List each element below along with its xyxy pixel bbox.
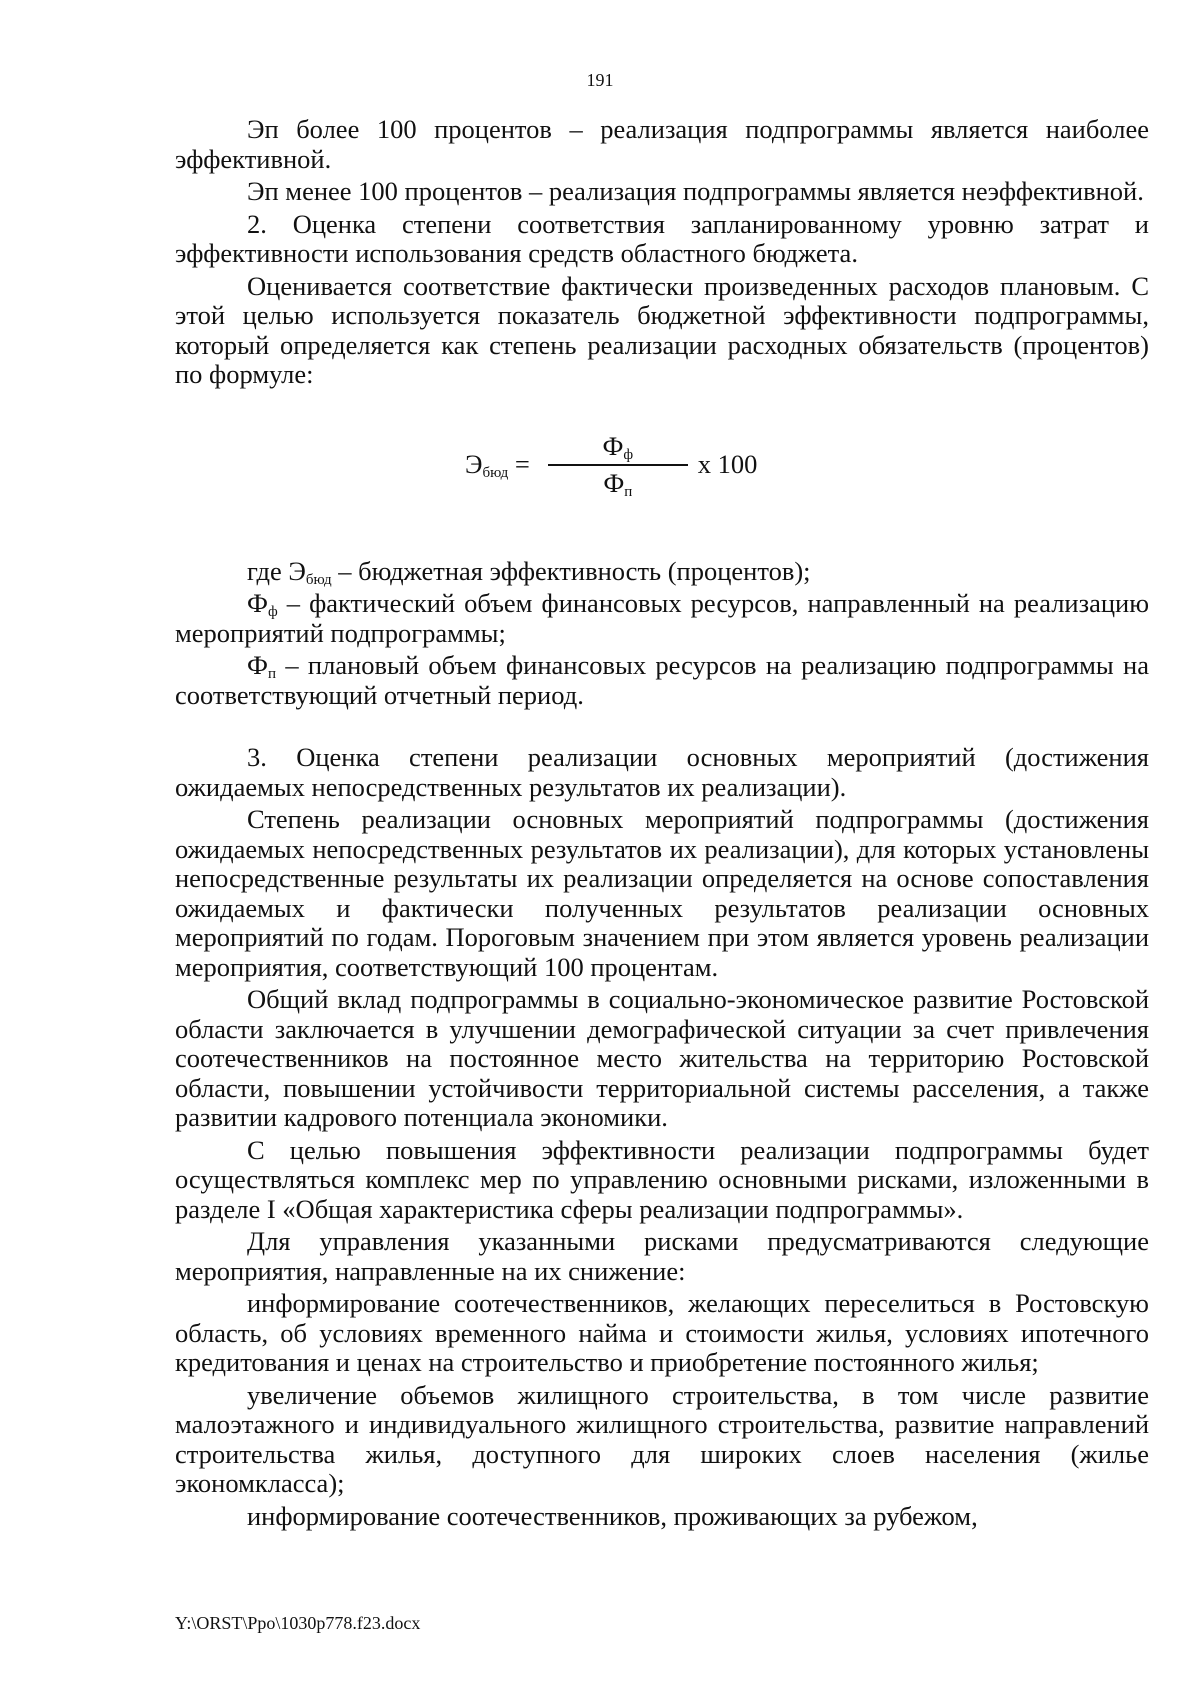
paragraph: 3. Оценка степени реализации основных мероприятий (достижения ожидаемых непосредственных результатов их реализации). [175, 742, 1149, 802]
definition-planned-volume: $Ф_п$ – плановый объем финансовых ресурсов на реализацию подпрограммы на соответствующий отчетный период. [175, 650, 1149, 710]
formula-fraction [548, 432, 688, 499]
paragraph: Оценивается соответствие фактически произведенных расходов плановым. С этой целью используется показатель бюджетной эффективности подпрограммы, который определяется как степень реализации расходных обязательств (процентов) по формуле: [175, 270, 1149, 389]
formula-denominator: $Ф_п$ [603, 468, 633, 500]
formula-numerator: $Ф_ф$ [602, 430, 634, 463]
paragraph: С целью повышения эффективности реализации подпрограммы будет осуществляться комплекс мер по управлению основными рисками, изложенными в разделе I «Общая характеристика сферы реализации подпрограммы». [175, 1134, 1149, 1224]
definition-budget-efficiency: где $Э_{бюд}$ – бюджетная эффективность (процентов); [247, 555, 811, 588]
list-item: информирование соотечественников, проживающих за рубежом, [247, 1500, 978, 1531]
formula-lhs: $Э_{бюд}$ = [465, 449, 530, 482]
paragraph: Общий вклад подпрограммы в социально-экономическое развитие Ростовской области заключается в улучшении демографической ситуации за счет привлечения соотечественников на постоянное место жительства на территорию Ростовской области, повышении устойчивости территориальной системы расселения, а также развитии кадрового потенциала экономики. [175, 984, 1149, 1132]
paragraph: Эп более 100 процентов – реализация подпрограммы является наиболее эффективной. [175, 114, 1149, 174]
paragraph: Эп менее 100 процентов – реализация подпрограммы является неэффективной. [247, 176, 1144, 206]
definition-actual-volume: $Ф_ф$ – фактический объем финансовых ресурсов, направленный на реализацию мероприятий подпрограммы; [175, 588, 1149, 648]
budget-efficiency-formula [175, 407, 1149, 524]
paragraph: Для управления указанными рисками предусматриваются следующие мероприятия, направленные на их снижение: [175, 1226, 1149, 1286]
formula-multiplier: x 100 [697, 449, 758, 480]
paragraph: 2. Оценка степени соответствия запланированному уровню затрат и эффективности использования средств областного бюджета. [175, 208, 1149, 268]
list-item: информирование соотечественников, желающих переселиться в Ростовскую область, об условиях временного найма и стоимости жилья, условиях ипотечного кредитования и ценах на строительство и приобретение постоянного жилья; [175, 1288, 1149, 1377]
paragraph: Степень реализации основных мероприятий подпрограммы (достижения ожидаемых непосредственных результатов их реализации), для которых установлены непосредственные результаты их реализации определяется на основе сопоставления ожидаемых и фактически полученных результатов реализации основных мероприятий по годам. Пороговым значением при этом является уровень реализации мероприятия, соответствующий 100 процентам. [175, 804, 1149, 982]
page-number: 191 [586, 70, 614, 90]
footer-file-path: Y:\ORST\Ppo\1030p778.f23.docx [175, 1613, 421, 1633]
document-body [175, 115, 1149, 1534]
list-item: увеличение объемов жилищного строительства, в том числе развитие малоэтажного и индивидуального жилищного строительства, развитие направлений строительства жилья, доступного для широких слоев населения (жилье экономкласса); [175, 1379, 1149, 1498]
